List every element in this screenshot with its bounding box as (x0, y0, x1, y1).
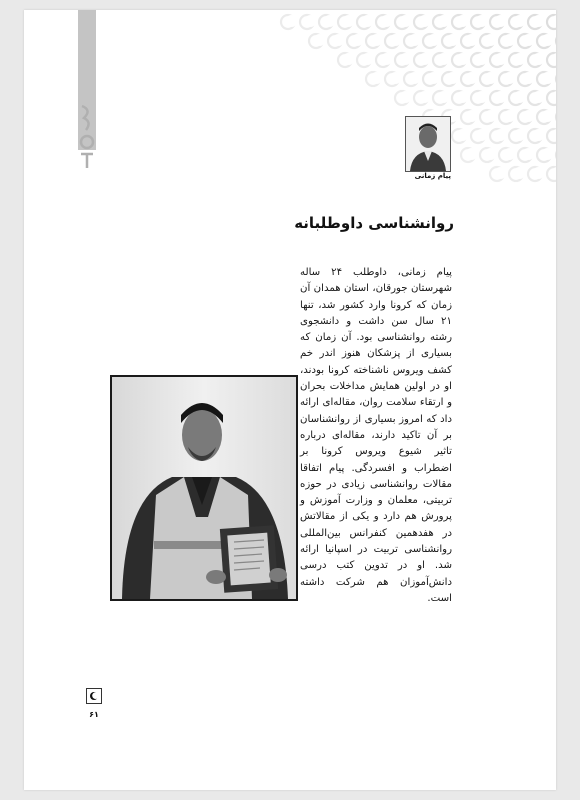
red-crescent-icon (86, 688, 102, 704)
article-title: روانشناسی داوطلبانه (294, 214, 454, 232)
author-portrait (405, 116, 451, 172)
author-name: پیام زمانی (414, 172, 451, 180)
page-number: ۶۱ (89, 710, 99, 719)
magazine-page (24, 10, 556, 790)
article-body: پیام زمانی، داوطلب ۲۴ ساله شهرستان جورقان، استان همدان آن زمان که کرونا وارد کشور شد، تنها ۲۱ سال سن داشت و دانشجوی رشته روانشناسی بود. آن زمان که بسیاری از پزشکان هنوز اندر خم کشف ویروس ناشناخته کرونا بودند، او در اولین همایش مداخلات بحران و ارتقاء سلامت روان، مقاله‌ای ارائه داد که امروز بسیاری از روانشناسان بر آن تاکید دارند، مقاله‌ای درباره تاثیر شیوع ویروس کرونا بر اضطراب و افسردگی. پیام اتفاقا مقالات روانشناسی زیادی در حوزه تربیتی، معلمان و وزارت آموزش و پرورش هم دارد و یکی از مقالاتش در هفدهمین کنفرانس بین‌المللی روانشناسی تربیت در اسپانیا ارائه شد. او در تدوین کتب درسی دانش‌آموزان هم شرکت داشته است. (300, 267, 452, 604)
magazine-logo (78, 102, 96, 172)
volunteer-photo (110, 375, 298, 601)
